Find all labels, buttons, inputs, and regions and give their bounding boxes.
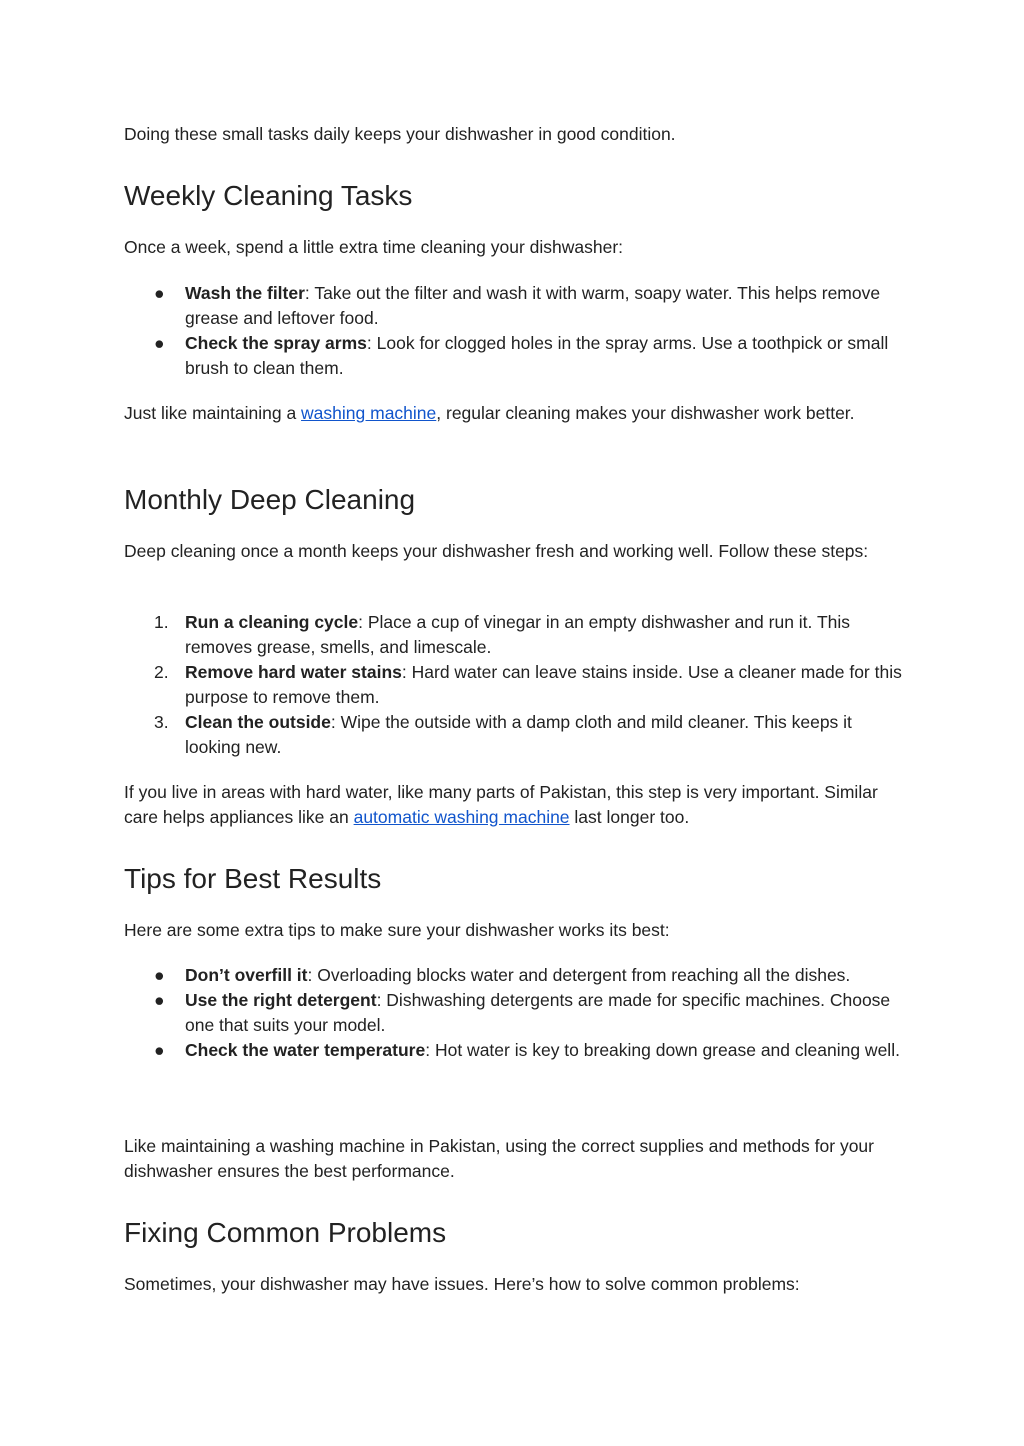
- monthly-list: [124, 610, 904, 760]
- monthly-lead: Deep cleaning once a month keeps your dishwasher fresh and working well. Follow these steps:: [124, 541, 869, 561]
- monthly-list-block: [124, 610, 904, 760]
- problems-heading: Fixing Common Problems: [124, 1217, 447, 1248]
- weekly-heading-block: [124, 179, 904, 213]
- list-item: ● Check the spray arms: Look for clogged holes in the spray arms. Use a toothpick or small brush to clean them.: [154, 333, 889, 378]
- tips-list: [124, 963, 904, 1063]
- tips-heading: Tips for Best Results: [124, 863, 382, 894]
- list-number: 3.: [154, 712, 169, 732]
- tips-after-paragraph: Like maintaining a washing machine in Pakistan, using the correct supplies and methods for your dishwasher ensures the best performance.: [124, 1136, 874, 1181]
- tips-lead: Here are some extra tips to make sure your dishwasher works its best:: [124, 920, 670, 940]
- problems-lead: Sometimes, your dishwasher may have issues. Here’s how to solve common problems:: [124, 1274, 800, 1294]
- list-number: 1.: [154, 612, 169, 632]
- bullet-marker: ●: [154, 333, 165, 353]
- intro-paragraph: Doing these small tasks daily keeps your dishwasher in good condition.: [124, 124, 676, 144]
- problems-lead-block: [124, 1272, 904, 1297]
- automatic-washing-machine-link[interactable]: automatic washing machine: [353, 807, 570, 827]
- weekly-lead-block: [124, 235, 904, 260]
- weekly-list: [124, 281, 904, 381]
- weekly-after-paragraph: Just like maintaining a washing machine, regular cleaning makes your dishwasher work better.: [124, 403, 855, 423]
- list-number: 2.: [154, 662, 169, 682]
- tips-list-block: [124, 963, 904, 1063]
- weekly-after-block: [124, 401, 904, 426]
- tips-lead-block: [124, 918, 904, 943]
- problems-heading-block: [124, 1216, 904, 1250]
- bullet-marker: ●: [154, 965, 165, 985]
- monthly-heading: Monthly Deep Cleaning: [124, 484, 416, 515]
- monthly-after-paragraph: If you live in areas with hard water, like many parts of Pakistan, this step is very important. Similar care helps appliances like an automatic washing machine last longer too.: [124, 782, 878, 827]
- weekly-list-block: [124, 281, 904, 381]
- list-item: ● Use the right detergent: Dishwashing detergents are made for specific machines. Choose one that suits your model.: [154, 990, 891, 1035]
- tips-heading-block: [124, 862, 904, 896]
- list-item: 3. Clean the outside: Wipe the outside with a damp cloth and mild cleaner. This keeps it looking new.: [154, 712, 852, 757]
- list-item: 2. Remove hard water stains: Hard water can leave stains inside. Use a cleaner made for this purpose to remove them.: [154, 662, 902, 707]
- bullet-marker: ●: [154, 283, 165, 303]
- washing-machine-link[interactable]: washing machine: [301, 403, 437, 423]
- monthly-lead-block: [124, 539, 904, 564]
- list-item: 1. Run a cleaning cycle: Place a cup of vinegar in an empty dishwasher and run it. This removes grease, smells, and limescale.: [154, 612, 851, 657]
- bullet-marker: ●: [154, 990, 165, 1010]
- weekly-lead: Once a week, spend a little extra time cleaning your dishwasher:: [124, 237, 624, 257]
- list-item: ● Check the water temperature: Hot water is key to breaking down grease and cleaning well.: [124, 1038, 904, 1063]
- monthly-heading-block: [124, 483, 904, 517]
- bullet-marker: ●: [154, 1040, 165, 1060]
- tips-after-block: [124, 1134, 904, 1184]
- weekly-heading: Weekly Cleaning Tasks: [124, 180, 413, 211]
- list-item: ● Wash the filter: Take out the filter and wash it with warm, soapy water. This helps remove grease and leftover food.: [154, 283, 881, 328]
- monthly-after-block: [124, 780, 904, 830]
- list-item: ● Don’t overfill it: Overloading blocks water and detergent from reaching all the dishes.: [124, 963, 904, 988]
